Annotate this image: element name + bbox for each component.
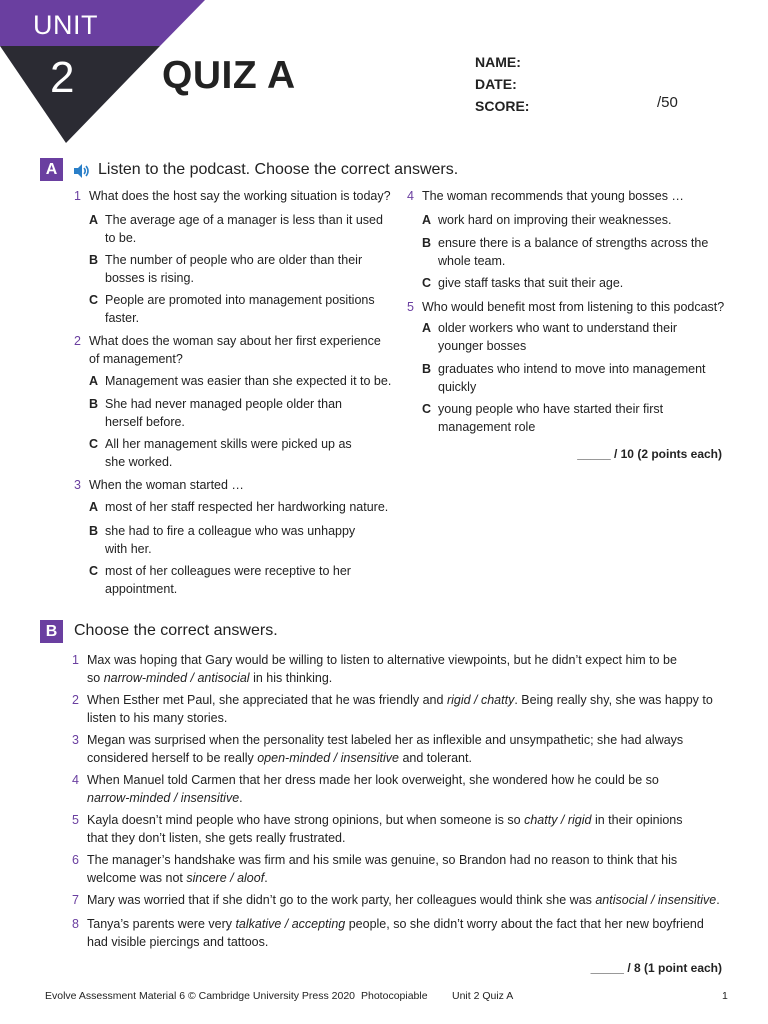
- item-text-line: [87, 916, 704, 934]
- item-text: welcome was not: [87, 871, 187, 885]
- option-text: older workers who want to understand their: [438, 321, 678, 335]
- section-b-score: _____ / 8 (1 point each): [590, 961, 722, 975]
- option-text: most of her colleagues were receptive to her: [105, 564, 351, 578]
- question-number: 5: [407, 300, 414, 314]
- item-text-line: [87, 710, 227, 728]
- item-number: 5: [72, 813, 79, 827]
- score-total: /50: [657, 94, 678, 111]
- item-text-line: [87, 750, 472, 768]
- item-text-line: [87, 692, 713, 710]
- item-text-line: [87, 732, 683, 750]
- option-letter[interactable]: B: [89, 397, 99, 411]
- item-text-line: [87, 772, 659, 790]
- item-text: that they don’t listen, she gets really frustrated.: [87, 831, 346, 845]
- option-text: she worked.: [105, 455, 173, 469]
- option-text: give staff tasks that suit their age.: [438, 276, 624, 290]
- question-number: 4: [407, 189, 414, 203]
- footer-quiz-ref: Unit 2 Quiz A: [452, 990, 514, 1002]
- footer-photocopiable: Photocopiable: [361, 990, 428, 1002]
- name-label: NAME:: [475, 54, 521, 70]
- option-text: People are promoted into management positions: [105, 293, 375, 307]
- item-number: 6: [72, 853, 79, 867]
- option-letter[interactable]: B: [89, 524, 99, 538]
- question-text: What does the host say the working situation is today?: [89, 189, 391, 203]
- item-text: The manager’s handshake was firm and his smile was genuine, so Brandon had no reason to think that his: [87, 853, 678, 867]
- item-text: Tanya’s parents were very: [87, 917, 236, 931]
- question-text: of management?: [89, 352, 183, 366]
- section-a-score: _____ / 10 (2 points each): [577, 447, 722, 461]
- item-number: 4: [72, 773, 79, 787]
- unit-label: UNIT: [33, 10, 98, 40]
- item-text: When Manuel told Carmen that her dress made her look overweight, she wondered how he could be so: [87, 773, 659, 787]
- option-text: whole team.: [438, 254, 506, 268]
- answer-choices[interactable]: open-minded / insensitive: [257, 751, 399, 765]
- option-letter[interactable]: A: [89, 500, 99, 514]
- option-text: graduates who intend to move into management: [438, 362, 706, 376]
- option-text: younger bosses: [438, 339, 527, 353]
- item-text-line: [87, 852, 677, 870]
- item-text: .: [239, 791, 243, 805]
- item-text: considered herself to be really: [87, 751, 258, 765]
- item-text-line: [87, 934, 268, 952]
- item-text: in his thinking.: [249, 671, 333, 685]
- item-text: .: [716, 893, 720, 907]
- option-text: Management was easier than she expected it to be.: [105, 374, 392, 388]
- item-text: .: [264, 871, 268, 885]
- option-letter[interactable]: C: [422, 402, 432, 416]
- question-number: 2: [74, 334, 81, 348]
- option-letter[interactable]: A: [89, 213, 99, 227]
- option-text: The number of people who are older than their: [105, 253, 363, 267]
- item-text-line: [87, 670, 332, 688]
- option-letter[interactable]: A: [422, 321, 432, 335]
- option-text: ensure there is a balance of strengths across the: [438, 236, 709, 250]
- answer-choices[interactable]: antisocial / insensitive: [595, 893, 717, 907]
- item-number: 2: [72, 693, 79, 707]
- section-b-instruction: Choose the correct answers.: [74, 622, 278, 639]
- item-text: in their opinions: [591, 813, 683, 827]
- item-number: 7: [72, 893, 79, 907]
- item-text-line: [87, 870, 268, 888]
- option-letter[interactable]: C: [89, 293, 99, 307]
- item-text: had visible piercings and tattoos.: [87, 935, 269, 949]
- section-b-badge: B: [40, 620, 63, 643]
- option-letter[interactable]: B: [89, 253, 99, 267]
- option-text: young people who have started their first: [438, 402, 664, 416]
- question-text: The woman recommends that young bosses …: [422, 189, 684, 203]
- option-text: She had never managed people older than: [105, 397, 342, 411]
- answer-choices[interactable]: rigid / chatty: [446, 693, 515, 707]
- option-text: to be.: [105, 231, 137, 245]
- answer-choices[interactable]: chatty / rigid: [524, 813, 592, 827]
- question-number: 1: [74, 189, 81, 203]
- item-text-line: [87, 812, 683, 830]
- option-letter[interactable]: B: [422, 236, 432, 250]
- option-text: The average age of a manager is less than it used: [105, 213, 383, 227]
- option-text: bosses is rising.: [105, 271, 194, 285]
- item-text-line: [87, 652, 677, 670]
- option-text: faster.: [105, 311, 140, 325]
- option-letter[interactable]: B: [422, 362, 432, 376]
- option-text: quickly: [438, 380, 477, 394]
- question-text: When the woman started …: [89, 478, 244, 492]
- item-text-line: [87, 830, 345, 848]
- item-text: Kayla doesn’t mind people who have strong opinions, but when someone is so: [87, 813, 525, 827]
- answer-choices[interactable]: sincere / aloof: [186, 871, 265, 885]
- score-label: SCORE:: [475, 98, 530, 114]
- item-text: . Being really shy, she was happy to: [514, 693, 713, 707]
- question-text: What does the woman say about her first experience: [89, 334, 381, 348]
- speaker-icon[interactable]: [71, 161, 91, 181]
- option-letter[interactable]: C: [422, 276, 432, 290]
- item-text: Max was hoping that Gary would be willing to listen to alternative viewpoints, but he didn’t expect him to be: [87, 653, 677, 667]
- option-letter[interactable]: C: [89, 564, 99, 578]
- item-text: and tolerant.: [398, 751, 472, 765]
- section-a-badge: A: [40, 158, 63, 181]
- question-number: 3: [74, 478, 81, 492]
- item-text: listen to his many stories.: [87, 711, 228, 725]
- option-text: most of her staff respected her hardworking nature.: [105, 500, 389, 514]
- unit-banner: [0, 0, 768, 150]
- item-text: so: [87, 671, 104, 685]
- item-text-line: [87, 892, 720, 910]
- option-text: with her.: [105, 542, 152, 556]
- answer-choices[interactable]: talkative / accepting: [235, 917, 346, 931]
- item-number: 3: [72, 733, 79, 747]
- answer-choices[interactable]: narrow-minded / antisocial: [103, 671, 250, 685]
- item-number: 1: [72, 653, 79, 667]
- option-text: she had to fire a colleague who was unhappy: [105, 524, 356, 538]
- item-text: When Esther met Paul, she appreciated that he was friendly and: [87, 693, 447, 707]
- item-text: Mary was worried that if she didn’t go to the work party, her colleagues would think she was: [87, 893, 596, 907]
- page-title: QUIZ A: [162, 54, 296, 97]
- item-text: Megan was surprised when the personality test labeled her as inflexible and unsympathetic; she had always: [87, 733, 684, 747]
- answer-choices[interactable]: narrow-minded / insensitive: [87, 791, 240, 805]
- unit-number: 2: [50, 53, 75, 102]
- option-letter[interactable]: A: [422, 213, 432, 227]
- option-letter[interactable]: C: [89, 437, 99, 451]
- option-letter[interactable]: A: [89, 374, 99, 388]
- option-text: All her management skills were picked up as: [105, 437, 352, 451]
- option-text: work hard on improving their weaknesses.: [438, 213, 672, 227]
- footer-copyright: Evolve Assessment Material 6 © Cambridge University Press 2020: [45, 990, 356, 1002]
- footer-page-number: 1: [722, 990, 728, 1002]
- section-a-instruction: Listen to the podcast. Choose the correct answers.: [98, 161, 459, 178]
- option-text: management role: [438, 420, 536, 434]
- date-label: DATE:: [475, 76, 517, 92]
- question-text: Who would benefit most from listening to this podcast?: [422, 300, 725, 314]
- item-text-line: [87, 790, 243, 808]
- item-text: people, so she didn’t worry about the fact that her new boyfriend: [345, 917, 704, 931]
- item-number: 8: [72, 917, 79, 931]
- option-text: herself before.: [105, 415, 185, 429]
- option-text: appointment.: [105, 582, 178, 596]
